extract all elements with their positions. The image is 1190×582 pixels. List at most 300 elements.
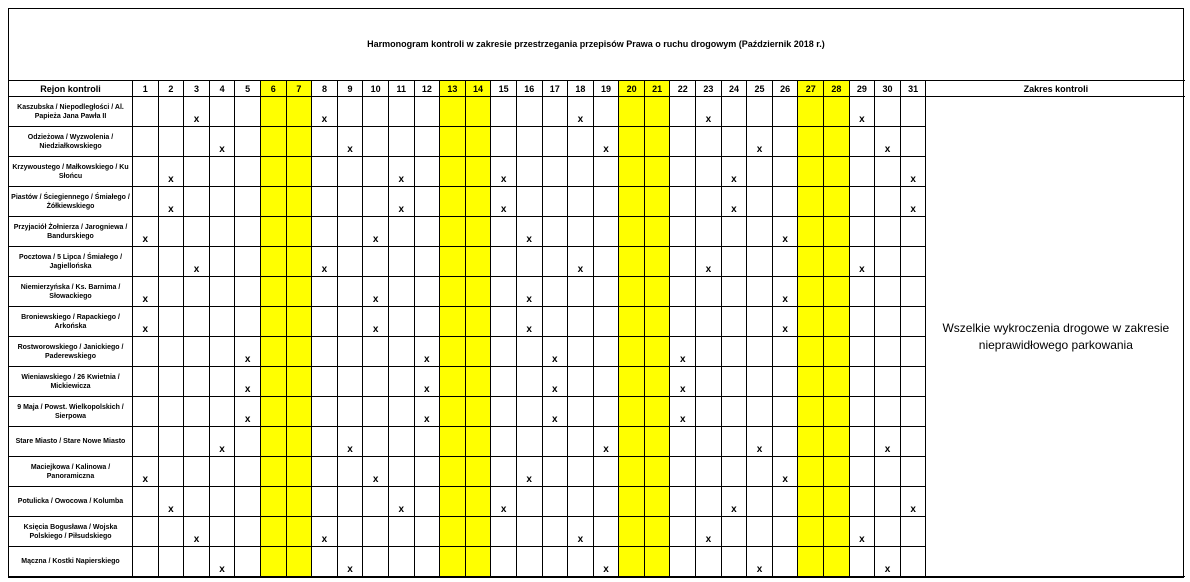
region-cell: Księcia Bogusława / Wojska Polskiego / Piłsudskiego [9, 517, 133, 547]
day-cell [542, 247, 568, 277]
day-cell: x [900, 187, 926, 217]
day-header: 2 [158, 81, 184, 97]
day-cell [593, 367, 619, 397]
schedule-sheet [8, 8, 1184, 578]
day-cell [465, 427, 491, 457]
day-cell [388, 247, 414, 277]
day-header: 19 [593, 81, 619, 97]
table-row [9, 97, 1186, 127]
day-cell [644, 367, 670, 397]
day-cell [849, 277, 875, 307]
day-cell [133, 97, 159, 127]
day-cell [747, 337, 773, 367]
day-cell: x [312, 97, 338, 127]
day-header: 21 [644, 81, 670, 97]
day-cell [491, 97, 517, 127]
day-cell [619, 307, 645, 337]
day-cell [644, 517, 670, 547]
day-cell [644, 307, 670, 337]
day-cell [337, 97, 363, 127]
day-cell: x [133, 307, 159, 337]
day-cell [644, 457, 670, 487]
day-cell [133, 127, 159, 157]
day-cell: x [312, 517, 338, 547]
day-cell [900, 127, 926, 157]
day-cell [772, 367, 798, 397]
day-cell [593, 457, 619, 487]
day-cell [516, 337, 542, 367]
day-cell [824, 307, 850, 337]
day-cell: x [721, 187, 747, 217]
day-cell [747, 307, 773, 337]
day-cell [721, 427, 747, 457]
day-cell [798, 337, 824, 367]
day-cell [388, 307, 414, 337]
day-cell [235, 277, 261, 307]
day-cell [337, 247, 363, 277]
day-cell [440, 367, 466, 397]
day-cell: x [772, 217, 798, 247]
day-cell: x [133, 457, 159, 487]
day-cell [670, 427, 696, 457]
day-cell [440, 397, 466, 427]
day-cell [542, 487, 568, 517]
day-cell [900, 217, 926, 247]
day-cell [849, 337, 875, 367]
day-cell [516, 517, 542, 547]
header-row [9, 81, 1186, 97]
day-cell [619, 397, 645, 427]
day-cell [363, 397, 389, 427]
day-cell [491, 457, 517, 487]
day-cell [670, 97, 696, 127]
day-cell [798, 127, 824, 157]
day-header: 13 [440, 81, 466, 97]
day-cell: x [670, 397, 696, 427]
day-cell [696, 427, 722, 457]
day-cell [491, 277, 517, 307]
region-cell: Rostworowskiego / Janickiego / Paderewskiego [9, 337, 133, 367]
day-cell [696, 337, 722, 367]
day-cell [286, 307, 312, 337]
day-cell: x [542, 367, 568, 397]
day-cell [260, 337, 286, 367]
day-cell [440, 517, 466, 547]
region-cell: Broniewskiego / Rapackiego / Arkońska [9, 307, 133, 337]
day-cell [568, 127, 594, 157]
region-cell: 9 Maja / Powst. Wielkopolskich / Sierpowa [9, 397, 133, 427]
day-cell [772, 97, 798, 127]
day-cell [440, 217, 466, 247]
day-cell [849, 187, 875, 217]
day-cell [133, 397, 159, 427]
day-header: 30 [875, 81, 901, 97]
day-cell [721, 127, 747, 157]
day-cell [337, 487, 363, 517]
day-cell [312, 367, 338, 397]
day-cell [721, 517, 747, 547]
day-cell [440, 277, 466, 307]
day-cell: x [568, 517, 594, 547]
day-cell [721, 277, 747, 307]
title-area [9, 9, 1183, 81]
day-cell [721, 217, 747, 247]
day-cell [900, 517, 926, 547]
day-cell [875, 517, 901, 547]
day-cell [670, 307, 696, 337]
day-cell [798, 307, 824, 337]
day-cell [312, 397, 338, 427]
day-cell: x [235, 367, 261, 397]
day-header: 9 [337, 81, 363, 97]
day-cell [286, 457, 312, 487]
day-header: 3 [184, 81, 210, 97]
day-cell [260, 457, 286, 487]
day-cell [568, 157, 594, 187]
day-cell [670, 187, 696, 217]
scope-cell: Wszelkie wykroczenia drogowe w zakresie nieprawidłowego parkowania [926, 97, 1185, 577]
day-header: 7 [286, 81, 312, 97]
day-cell [260, 127, 286, 157]
day-cell [312, 487, 338, 517]
day-cell [593, 217, 619, 247]
day-cell: x [875, 547, 901, 577]
day-cell: x [875, 127, 901, 157]
day-cell: x [875, 427, 901, 457]
day-cell [516, 397, 542, 427]
day-cell: x [900, 157, 926, 187]
day-cell [542, 517, 568, 547]
day-cell [644, 187, 670, 217]
day-cell [875, 157, 901, 187]
day-cell [414, 157, 440, 187]
day-cell [440, 127, 466, 157]
day-cell: x [747, 547, 773, 577]
day-cell [593, 247, 619, 277]
day-cell [798, 517, 824, 547]
day-cell [721, 367, 747, 397]
day-cell [337, 367, 363, 397]
day-cell: x [133, 277, 159, 307]
day-cell [414, 97, 440, 127]
day-cell [849, 367, 875, 397]
day-cell [644, 397, 670, 427]
day-cell [363, 517, 389, 547]
day-cell: x [363, 277, 389, 307]
day-cell [209, 397, 235, 427]
day-cell: x [849, 97, 875, 127]
day-cell: x [491, 487, 517, 517]
day-cell [260, 157, 286, 187]
day-cell [747, 517, 773, 547]
day-cell [260, 547, 286, 577]
day-cell [363, 367, 389, 397]
day-cell [721, 397, 747, 427]
day-cell [593, 487, 619, 517]
day-cell [414, 427, 440, 457]
day-cell [491, 307, 517, 337]
day-cell: x [363, 457, 389, 487]
day-cell [414, 487, 440, 517]
day-cell [644, 547, 670, 577]
day-cell [286, 217, 312, 247]
day-cell [542, 427, 568, 457]
day-cell: x [849, 517, 875, 547]
day-cell [440, 307, 466, 337]
region-cell: Odzieżowa / Wyzwolenia / Niedziałkowskiego [9, 127, 133, 157]
day-cell: x [593, 127, 619, 157]
day-cell: x [491, 187, 517, 217]
day-cell [312, 277, 338, 307]
day-cell [440, 187, 466, 217]
day-cell [235, 157, 261, 187]
day-cell [363, 187, 389, 217]
day-cell [516, 427, 542, 457]
region-cell: Kaszubska / Niepodległości / Al. Papieża Jana Pawła II [9, 97, 133, 127]
day-header: 25 [747, 81, 773, 97]
day-cell: x [388, 157, 414, 187]
day-cell [133, 487, 159, 517]
day-cell [260, 217, 286, 247]
day-cell [363, 247, 389, 277]
day-cell [209, 307, 235, 337]
day-cell [619, 97, 645, 127]
day-cell: x [337, 127, 363, 157]
day-cell: x [158, 187, 184, 217]
day-cell [798, 187, 824, 217]
day-cell: x [696, 97, 722, 127]
day-header: 17 [542, 81, 568, 97]
day-header: 4 [209, 81, 235, 97]
day-cell [491, 337, 517, 367]
day-cell: x [184, 517, 210, 547]
day-cell [184, 457, 210, 487]
day-cell [824, 487, 850, 517]
day-cell [465, 97, 491, 127]
day-cell [670, 547, 696, 577]
day-cell [721, 457, 747, 487]
day-cell [235, 427, 261, 457]
day-cell [593, 337, 619, 367]
day-cell: x [388, 487, 414, 517]
day-cell [184, 337, 210, 367]
day-cell [696, 277, 722, 307]
day-cell [465, 487, 491, 517]
day-cell [900, 397, 926, 427]
day-cell [721, 97, 747, 127]
day-cell [209, 247, 235, 277]
day-cell [388, 517, 414, 547]
day-cell [875, 247, 901, 277]
day-cell [363, 487, 389, 517]
day-cell [158, 517, 184, 547]
region-cell: Maciejkowa / Kalinowa / Panoramiczna [9, 457, 133, 487]
day-cell [875, 337, 901, 367]
day-cell [158, 97, 184, 127]
day-cell [824, 187, 850, 217]
day-cell [363, 547, 389, 577]
day-cell [414, 517, 440, 547]
day-cell [337, 157, 363, 187]
day-cell [772, 247, 798, 277]
day-cell [209, 97, 235, 127]
day-header: 16 [516, 81, 542, 97]
day-cell [824, 427, 850, 457]
day-cell [337, 337, 363, 367]
day-cell [849, 457, 875, 487]
day-cell [414, 547, 440, 577]
day-cell: x [209, 547, 235, 577]
region-cell: Stare Miasto / Stare Nowe Miasto [9, 427, 133, 457]
day-cell [696, 157, 722, 187]
day-cell [286, 487, 312, 517]
day-cell [363, 97, 389, 127]
day-cell [568, 397, 594, 427]
day-cell: x [516, 217, 542, 247]
region-cell: Przyjaciół Żołnierza / Jarogniewa / Bandurskiego [9, 217, 133, 247]
day-cell [209, 157, 235, 187]
day-cell [875, 217, 901, 247]
day-cell [849, 397, 875, 427]
day-cell [568, 367, 594, 397]
day-cell [414, 277, 440, 307]
day-cell [312, 307, 338, 337]
day-cell [414, 217, 440, 247]
day-cell [235, 217, 261, 247]
day-cell [312, 457, 338, 487]
day-cell [798, 397, 824, 427]
day-cell [158, 307, 184, 337]
day-cell [133, 187, 159, 217]
day-cell [465, 277, 491, 307]
day-cell [337, 457, 363, 487]
day-cell [388, 427, 414, 457]
day-cell: x [542, 397, 568, 427]
day-cell [875, 397, 901, 427]
day-cell [849, 217, 875, 247]
day-cell [184, 547, 210, 577]
day-cell: x [696, 247, 722, 277]
day-cell [568, 487, 594, 517]
day-cell [184, 277, 210, 307]
day-cell: x [516, 307, 542, 337]
day-cell [696, 187, 722, 217]
day-cell [440, 487, 466, 517]
day-cell [721, 307, 747, 337]
day-cell [568, 187, 594, 217]
day-cell [440, 547, 466, 577]
document-title: Harmonogram kontroli w zakresie przestrzegania przepisów Prawa o ruchu drogowym (Październik 2018 r.) [367, 39, 825, 49]
day-cell [900, 247, 926, 277]
day-cell [158, 427, 184, 457]
day-cell [798, 457, 824, 487]
day-cell [900, 367, 926, 397]
day-header: 8 [312, 81, 338, 97]
day-cell [465, 307, 491, 337]
day-header: 23 [696, 81, 722, 97]
day-cell [875, 187, 901, 217]
day-header: 11 [388, 81, 414, 97]
day-cell [542, 157, 568, 187]
day-cell [849, 307, 875, 337]
day-cell [235, 187, 261, 217]
day-cell [542, 277, 568, 307]
day-cell [824, 157, 850, 187]
day-cell: x [184, 247, 210, 277]
day-cell [209, 517, 235, 547]
day-header: 22 [670, 81, 696, 97]
day-cell [696, 457, 722, 487]
day-cell [286, 247, 312, 277]
day-cell: x [337, 427, 363, 457]
day-cell [184, 127, 210, 157]
day-header: 1 [133, 81, 159, 97]
day-cell [824, 247, 850, 277]
day-cell [414, 247, 440, 277]
day-cell [440, 427, 466, 457]
day-cell [337, 217, 363, 247]
day-cell [772, 337, 798, 367]
region-cell: Mączna / Kostki Napierskiego [9, 547, 133, 577]
day-cell [158, 247, 184, 277]
day-cell [619, 547, 645, 577]
day-cell [465, 367, 491, 397]
day-cell [312, 217, 338, 247]
day-cell [619, 367, 645, 397]
day-cell [824, 277, 850, 307]
day-cell [363, 157, 389, 187]
day-cell [849, 157, 875, 187]
day-cell [772, 547, 798, 577]
day-cell [184, 187, 210, 217]
day-cell [875, 367, 901, 397]
day-cell [696, 367, 722, 397]
day-cell: x [696, 517, 722, 547]
day-cell [875, 307, 901, 337]
day-cell [133, 337, 159, 367]
day-cell [209, 187, 235, 217]
day-cell [747, 247, 773, 277]
day-cell: x [414, 337, 440, 367]
day-cell [849, 547, 875, 577]
day-cell [721, 247, 747, 277]
day-cell [900, 427, 926, 457]
day-cell [388, 457, 414, 487]
day-cell [644, 487, 670, 517]
day-cell [542, 547, 568, 577]
day-cell [644, 157, 670, 187]
day-cell [516, 247, 542, 277]
day-cell [798, 367, 824, 397]
day-cell [158, 277, 184, 307]
day-cell [849, 427, 875, 457]
day-cell [209, 367, 235, 397]
day-cell [440, 337, 466, 367]
day-cell: x [568, 247, 594, 277]
day-cell [747, 217, 773, 247]
day-cell: x [900, 487, 926, 517]
day-cell [209, 337, 235, 367]
day-cell [900, 307, 926, 337]
day-cell [670, 277, 696, 307]
day-cell [798, 427, 824, 457]
day-cell [235, 487, 261, 517]
day-cell [133, 367, 159, 397]
day-cell [491, 517, 517, 547]
day-cell [286, 157, 312, 187]
day-cell: x [312, 247, 338, 277]
day-cell [875, 277, 901, 307]
